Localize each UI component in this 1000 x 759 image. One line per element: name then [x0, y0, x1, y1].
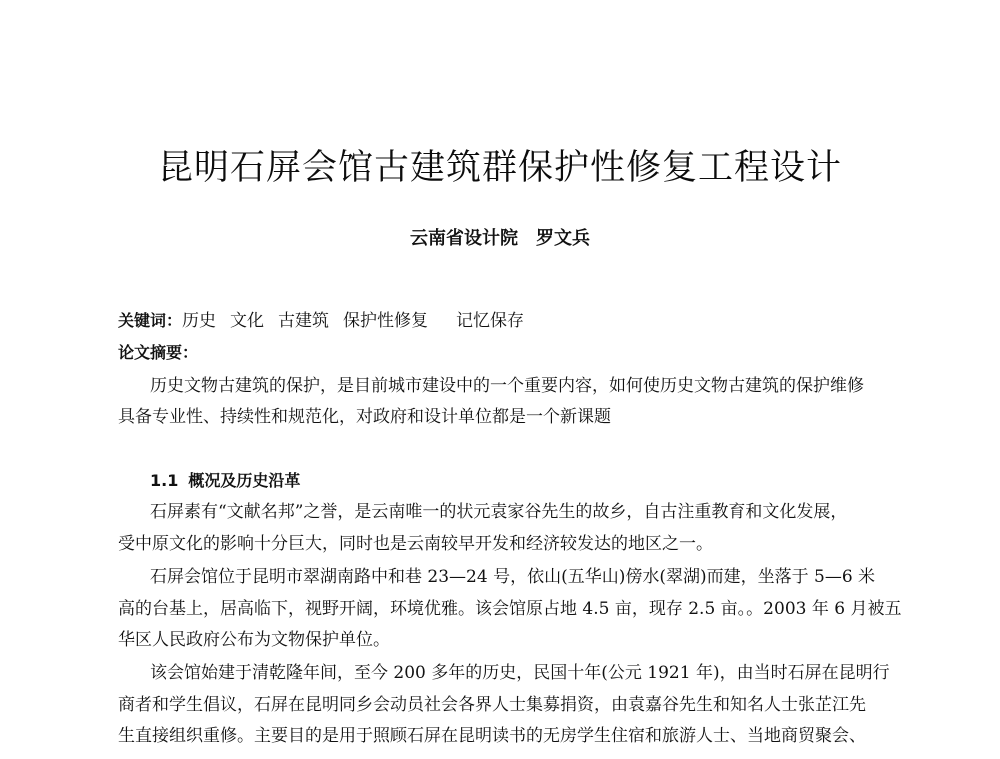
keyword: 古建筑 — [278, 311, 330, 331]
keyword: 保护性修复 — [343, 311, 429, 331]
paragraph-line: 该会馆始建于清乾隆年间，至今 200 多年的历史，民国十年(公元 1921 年)，由当时石屏在昆明行 — [150, 663, 890, 683]
paper-title: 昆明石屏会馆古建筑群保护性修复工程设计 — [157, 148, 842, 188]
author-name: 罗文兵 — [536, 228, 590, 249]
keywords-line — [118, 310, 898, 332]
author-institution: 云南省设计院 — [410, 228, 518, 249]
section-title: 概况及历史沿革 — [188, 471, 301, 490]
paragraph-line: 受中原文化的影响十分巨大，同时也是云南较早开发和经济较发达的地区之一。 — [118, 534, 713, 554]
keyword: 历史 — [182, 311, 217, 331]
paragraph-line: 石屏素有“文献名邦”之誉，是云南唯一的状元袁家谷先生的故乡，自古注重教育和文化发展， — [150, 502, 848, 522]
keyword: 记忆保存 — [456, 311, 525, 331]
author-line — [0, 224, 1000, 250]
abstract-label: 论文摘要： — [118, 343, 199, 362]
section-number: 1.1 — [150, 471, 179, 490]
keywords-label: 关键词： — [118, 311, 183, 330]
paragraph-line: 商者和学生倡议，石屏在昆明同乡会动员社会各界人士集募捐资，由袁嘉谷先生和知名人士张芷江先 — [118, 695, 866, 715]
abstract-text-line: 历史文物古建筑的保护，是目前城市建设中的一个重要内容，如何使历史文物古建筑的保护维修 — [150, 376, 864, 396]
paragraph-line: 生直接组织重修。主要目的是用于照顾石屏在昆明读书的无房学生住宿和旅游人士、当地商贸聚会、 — [118, 726, 866, 746]
paragraph-line: 石屏会馆位于昆明市翠湖南路中和巷 23—24 号，依山(五华山)傍水(翠湖)而建，坐落于 5—6 米 — [150, 567, 876, 587]
section-heading — [150, 470, 930, 492]
paragraph-line: 高的台基上，居高临下，视野开阔，环境优雅。该会馆原占地 4.5 亩，现存 2.5 亩。。2003 年 6 月被五 — [118, 599, 902, 619]
paragraph-line: 华区人民政府公布为文物保护单位。 — [118, 630, 390, 650]
abstract-text-line: 具备专业性、持续性和规范化，对政府和设计单位都是一个新课题 — [118, 407, 611, 427]
keyword: 文化 — [230, 311, 265, 331]
